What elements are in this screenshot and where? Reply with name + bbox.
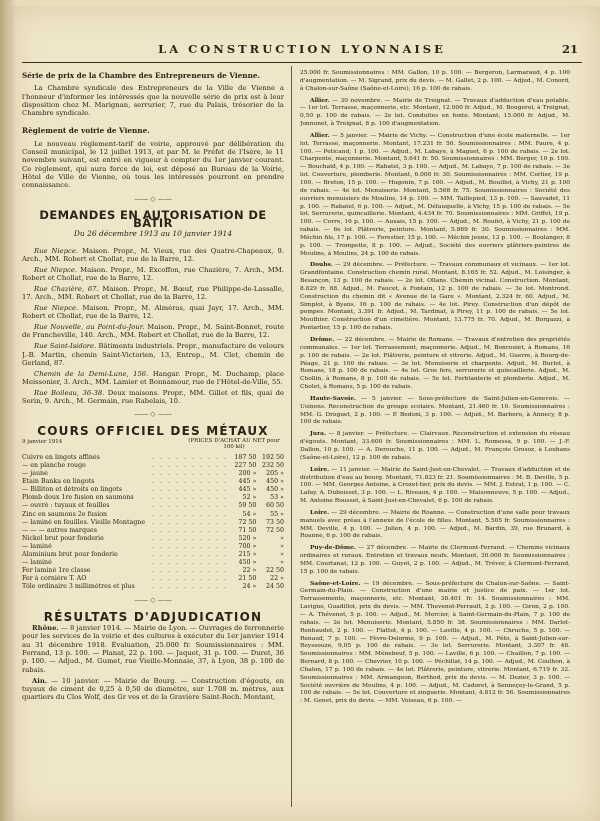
metal-price-min: 21 50 [238, 575, 257, 583]
metal-row [22, 462, 284, 470]
metal-row [22, 502, 284, 510]
leader-dots: . . . . . . . . . . [151, 453, 228, 461]
entry-text: Maison. Propr., M. Vieux, rue des Quatre-Chapeaux, 9. Arch., MM. Robert et Chollat, rue de la Barre, 12. [22, 246, 284, 264]
entry-text: Maison. Propr., M. Alméras, quai Jayr, 17. Arch., MM. Robert et Chollat, rue de la Barre, 12. [22, 304, 284, 321]
entry-street: Rue Chazière, 67. [34, 284, 99, 293]
adjudication-entry [300, 261, 570, 333]
journal-title: LA CONSTRUCTION LYONNAISE [158, 42, 446, 56]
metal-price-min: 24 » [242, 583, 257, 591]
section-ornament: —— ◇ —— [134, 410, 172, 419]
entry-department: Allier. [310, 131, 330, 139]
metal-row [22, 575, 284, 583]
metal-row [22, 519, 284, 527]
autorisation-entry [22, 342, 284, 367]
right-column-entries [300, 70, 570, 706]
entry-street: Rue Niepce. [34, 304, 79, 313]
metal-price-max: 60 50 [265, 502, 284, 510]
metal-price-min: 71 50 [238, 526, 257, 534]
metal-price-max: 22 50 [265, 567, 284, 575]
autorisation-entry [22, 323, 284, 340]
entry-text: Hangar. Propr., M. Duchamp, place Meissonier, 3. Arch., MM. Lamier et Bonnamour, rue de l'Hôtel-de-Ville, 55. [22, 369, 284, 386]
header-rule [22, 62, 582, 63]
autorisation-entry [22, 266, 284, 283]
entry-department: Haute-Savoie. [310, 394, 357, 402]
page-number: 21 [561, 42, 578, 56]
metal-price-min: 52 » [242, 494, 257, 502]
entry-street: Rue Niepce. [34, 246, 79, 255]
metal-price-max: 53 » [270, 494, 284, 502]
entry-department: Saône-et-Loire. [310, 579, 361, 587]
metal-price-max: 232 50 [261, 461, 284, 469]
reglement-paragraph: Le nouveau règlement-tarif de voirie, approuvé par délibération du Conseil municipal, le 12 juillet 1913, et par M. le Préfet de l'Isère, le 11 novembre suivant, est entré en vigueur à compter du 1er janvier courant. Ce règlement, qui aura force de loi, est déposé au Bureau de la Voirie, Hôtel de Ville de Vienne, où tous les intéressés pourront en prendre connaissance. [22, 139, 284, 190]
metal-label: Cuivre en lingots affinés [22, 453, 100, 461]
metal-price-max: 55 » [270, 510, 284, 518]
metal-label: — jaune [22, 470, 48, 478]
entry-text: — 27 décembre. — Mairie de Clermont-Ferrand. — Chemins vicinaux ordinaires et ruraux. Entretien et travaux neufs. Montant, 30.000 fr. Soumissionnaires : MM. Courtanat, 12 p. 100. — Guyot, 2 p. 100. — Adjud., M. Tréver, à Clermont-Ferrand, 15 p. 100 de rabais. [300, 545, 570, 575]
metal-price-max: 22 » [270, 575, 284, 583]
metal-price-max: 73 50 [265, 518, 284, 526]
adjudication-entry [300, 395, 570, 427]
adjudication-entry [300, 509, 570, 541]
entry-department: Jura. [310, 430, 327, 438]
column-divider [291, 66, 292, 807]
metal-price-min: 445 » [238, 478, 257, 486]
leader-dots: . . . . . . . . . . [151, 567, 228, 575]
metal-row [22, 583, 284, 591]
adjudication-entry: 25.000 fr. Soumissionnaires : MM. Gallon, 10 p. 100. — Bergeron, Larmaraud, 4 p. 100 d'augmentation. — M. Sigrand, prix du devis. — M. Gallet, 2 p. 100. — Adjud., M. Conord, à Chalon-sur-Saône (Saône-et-Loire), 16 p. 100 de rabais. [300, 70, 570, 92]
entry-department: Doubs. [310, 261, 333, 269]
autorisation-entry [22, 285, 284, 302]
adjudication-entry [300, 97, 570, 129]
entry-text: Maison. Propr., M. Saint-Bonnet, route de Francheville, 140. Arch., MM. Robert et Chollat, rue de la Barre, 12. [22, 323, 284, 340]
entry-text: — 11 janvier. — Mairie de Saint-Just-en-Chevalet. — Travaux d'adduction et de distribution d'eau au bourg. Montant, 71.823 fr. 21. Soumissionnaires : M. B. Deville, 5 p. 100. — MM. Georges Antoine, à Crozet-tier, prix du devis. — MM. J. Estrat, 1 p. 100. — C. Lafay. A. Duboisset, 3 p. 100. — L. Riveaux, 4 p. 100. — Maisonneuve, 5 p. 100. — Adjud., M. Antoine Rousset, à Saint-Just-en-Chevalet, 6 p. 100 de rabais. [300, 466, 570, 505]
leader-dots: . . . . . . . . . . [151, 518, 228, 526]
section-ornament: —— ◇ —— [134, 194, 172, 203]
adjudication-entry [300, 336, 570, 392]
metaux-title: COURS OFFICIEL DES MÉTAUX [37, 423, 269, 438]
entry-street: Rue Boileau, 36-38. [34, 388, 105, 397]
metaux-price-header: (PRICES D'ACHAT AU NET pour 100 kil) [188, 437, 280, 450]
entry-department: Ain. [32, 676, 48, 685]
metal-label: Tôle ordinaire 3 millimètres et plus [22, 583, 135, 591]
entry-text: — 30 novembre. — Mairie de Treignat. — Travaux d'adduction d'eau potable. — 1er lot. Terrasse, maçonnerie, etc. Montant, 12.000 fr. Adjud., M. Bougerol, à Treignat, 0,50 p. 100 de rabais. — 2e lot. Conduites en fonte. Montant, 15.000 fr. Adjud., M. Jonnunet, à Treignat, 8 p. 100 d'augmentation. [300, 97, 570, 128]
metal-price-max: 24 50 [265, 583, 284, 591]
metal-price-max: » [280, 542, 284, 550]
entry-department: Loire. [310, 465, 330, 473]
adjudication-list [22, 624, 284, 702]
autorisation-title: DEMANDES EN AUTORISATION DE BATIR [39, 207, 267, 231]
leader-dots: . . . . . . . . . . [151, 534, 228, 542]
entry-text: — 8 janvier. — Préfecture. — Clairvaux. Reconstruction et extension du réseau d'égouts. Montant, 33.600 fr. Soumissionnaires : MM. L. Romessa, 9 p. 100. — J.-F. Dallon, 10 p. 100. — A. Derouche, 11 p. 100. — Adjud., M. François Grosoz, à Louhans (Saône-et-Loire), 12 p. 100 de rabais. [300, 431, 570, 461]
metal-label: Aluminium brut pour fonderie [22, 551, 118, 559]
metal-row [22, 535, 284, 543]
metal-price-min: 187 50 [234, 453, 257, 461]
binding-shadow [0, 0, 16, 821]
entry-text: Maison. Propr., M. Excoffon, rue Chazière, 7. Arch., MM. Robert et Chollat, rue de la Barre, 12. [22, 265, 284, 283]
leader-dots: . . . . . . . . . . [151, 486, 228, 494]
metal-row [22, 511, 284, 519]
leader-dots: . . . . . . . . . . [151, 494, 228, 502]
metal-price-min: 54 » [242, 510, 257, 518]
entry-department: Allier. [310, 96, 330, 104]
metal-label: — laminé en feuilles. Vieille Montagne [22, 518, 146, 526]
leader-dots: . . . . . . . . . . [151, 542, 228, 550]
leader-dots: . . . . . . . . . . [151, 575, 228, 583]
serie-heading: Série de prix de la Chambre des Entrepreneurs de Vienne. [22, 71, 261, 80]
metal-label: Etain Banka en lingots [22, 478, 95, 486]
entry-department: Rhône. [32, 624, 59, 633]
metal-row [22, 551, 284, 559]
adjudication-entry [300, 430, 570, 462]
metal-price-min: 59 50 [238, 502, 257, 510]
entry-street: Chemin de la Demi-Lune, 156. [34, 369, 149, 378]
left-column [22, 70, 284, 811]
entry-text: — 5 janvier. — Sous-préfecture de Saint-Julien-en-Genevois. — Usinens. Reconstruction du groupe scolaire. Montant, 21.460 fr. 10. Soumissionnaires : MM. G. Droguet, 2 p. 100. — P. Bedoni, 3 p. 100. — Adjud., M. Barbero, à Annecy, 8 p. 100 de rabais. [300, 395, 570, 426]
metal-price-min: 520 » [238, 534, 257, 542]
entry-text: Deux maisons. Propr., MM. Gillet et fils, quai de Serin, 9. Arch., M. Germain, rue Rabelais, 10. [22, 388, 284, 405]
leader-dots: . . . . . . . . . . [151, 502, 228, 510]
adjudication-title: RÉSULTATS D'ADJUDICATION [43, 609, 263, 624]
leader-dots: . . . . . . . . . . [151, 559, 228, 567]
metal-price-max: 205 » [266, 470, 284, 478]
entry-text: — 22 décembre. — Mairie de Romans. — Travaux d'entretien des propriétés communales. — 1er lot. Terrassement, maçonnerie. Adjud., M. Bonrouiet, à Romans, 16 p. 100 de rabais. — 2e lot. Plâtrerie, peinture et vitrerie. Adjud., M. Guerre, à Bourg-de-Péage, 21 p. 100 de rabais. — 3e lot. Menuiserie et charpente. Adjud., M. Burlet, à Romans, 18 p. 100 de rabais. — 4e lot. Gros fers, serrurerie et quincaillerie. Adjud., M. Chollin, à Romans, 8 p. 100 de rabais. — 5e lot. Ferblanterie et plomberie. Adjud., M. Cholet, à Romans, 5 p. 100 de rabais. [300, 337, 570, 391]
autorisation-entry [22, 389, 284, 406]
leader-dots: . . . . . . . . . . [151, 470, 228, 478]
autorisation-entry [22, 304, 284, 321]
metal-label: Fer laminé 1re classe [22, 567, 91, 575]
metal-price-max: 72 50 [265, 526, 284, 534]
leader-dots: . . . . . . . . . . [151, 583, 228, 591]
metal-row [22, 478, 284, 486]
metal-label: Plomb doux 1re fusion en saumons [22, 494, 134, 502]
entry-street: Rue Niepce. [34, 265, 78, 274]
metal-label: Fer à cornière T. AO [22, 575, 87, 583]
autorisation-dateline: Du 26 décembre 1913 au 10 janvier 1914 [73, 229, 233, 239]
leader-dots: . . . . . . . . . . [151, 478, 228, 486]
entry-text: — 5 janvier. — Mairie de Vichy. — Construction d'une école maternelle. — 1er lot. Terrasse, maçonnerie. Montant, 17.231 fr. 50. Soumissionnaires : MM. Faure, 4 p. 100. — Peticand, 1 p. 100. — Adjud., M. Labaye, à Maguet, 6 p. 100 de rabais. — 2e lot. Charpente, maçonnerie. Montant, 5.641 fr. 50. Soumissionnaires : MM. Berger, 10 p. 100. — Bouchaïd, 4 p. 100. — Rabatel, 3 p. 100. — Adjud., M. Labaye, 7 p. 100 de rabais. — 3e lot. Couverture, plomberie. Montant, 6.000 fr. 30. Soumissionnaires : MM. Cerlier, 19 p. 100. — Breton, 15 p. 100. — Hugonin, 7 p. 100. — Adjud., M. Bouillot, à Vichy, 21 p. 100 de rabais. — 4e lot. Menuiserie. Montant, 5.568 fr. 75. Soumissionnaires : Société des ouvriers menuisiers de Moulins, 14 p. 100. — MM. Taillepied, 13 p. 100. — Sauvadet, 11 p. 100. — Rabatel, 6 p. 100. — Adjud., M. Défauquelle, à Vichy, 15 p. 100 de rabais. — 5e lot. Serrurerie, quincaillerie. Montant, 4.434 fr. 70. Soumissionnaires : MM. Griffet, 19 p. 100. — Corre, 16 p. 100. — Auxais, 15 p. 100. — Adjud., M. Roufet, à Vichy, 21 p. 100 de rabais. — 6e lot. Plâtrerie, peinture. Montant, 5.869 fr. 30. Soumissionnaires : MM. Méchin fils, 17 p. 100. — Forestier, 15 p. 100. — Méchin jeune, 13 p. 100. — Boulanger, 8 p. 100. — Trompette, 8 p. 100. — Adjud., Société des ouvriers plâtriers-peintres de Moulins, à Moulins, 24 p. 100 de rabais. [300, 132, 570, 257]
metal-price-max: 450 » [266, 478, 284, 486]
metal-row [22, 486, 284, 494]
entry-text: — 8 janvier 1914. — Mairie de Lyon. — Ouvrages de ferronnerie pour les services de la voirie et des cultures à exécuter du 1er janvier 1914 au 31 décembre 1918. Évaluation, 25.000 fr. Soumissionnaires : MM. Ferrand, 13 p. 100. — Planat, 22 p. 100. — Jaquet, 31 p. 100. — Duret, 36 p. 100. — Adjud., M. Gumet, rue Vieille-Monnaie, 37, à Lyon, 38 p. 100 de rabais. [22, 624, 284, 674]
autorisation-entry [22, 247, 284, 264]
metal-price-max: 192 50 [261, 453, 284, 461]
metal-label: Nickel brut pour fonderie [22, 534, 104, 542]
adjudication-entry [300, 466, 570, 506]
metal-row [22, 567, 284, 575]
entry-text: — 29 décembre. — Préfecture. — Travaux communaux et vicinaux. — 1er lot. Grandfontaine. Construction chemin rural. Montant, 8.165 fr. 52. Adjud., M. Loisinger, à Besançon, 13 p. 100 de rabais. — 2e lot. Ollans. Chemin vicinal. Construction. Montant, 8.829 fr. 88. Adjud., M. Faucet, à Fontain, 12 p. 100 de rabais. — 3e lot. Montrond. Construction du chemin dit « Avenue de la Gare ». Montant, 2.324 fr. 60. Adjud., M. Simplot, à Byans, 16 p. 100 de rabais. — 4e lot. Pirey. Construction d'un dépôt de pompes. Montant, 3.391 fr. Adjud., M. Tardinat, à Pirey, 11 p. 100 de rabais. — 5e lot. Mouthier. Construction d'un cimetière. Montant, 13.775 fr. 70. Adjud., M. Borgazzi, à Pontarlier, 15 p. 100 de rabais. [300, 262, 570, 332]
metal-price-min: 227 50 [234, 461, 257, 469]
entry-text: Bâtiments industriels. Propr., manufacture de velours J.-B. Martin, chemin Saint-Victorien, 13, Entrep., M. Clet, chemin de Gerland, 87. [22, 342, 284, 367]
entry-text: — 10 janvier. — Mairie de Bourg. — Construction d'égouts, en tuyaux de ciment de 0,25 à 0,50 de diamètre, sur 1.708 m. mètres, aux quartiers du Clos Wolf, des Gr ves et de la Gravière Saint-Roch. Montant, [22, 676, 284, 702]
adjudication-entry [300, 580, 570, 707]
metaux-table [22, 454, 284, 592]
metal-price-min: 700 » [238, 542, 257, 550]
leader-dots: . . . . . . . . . . [151, 461, 228, 469]
metal-row [22, 494, 284, 502]
metal-price-min: 215 » [238, 551, 257, 559]
entry-department: Puy-de-Dôme. [310, 544, 356, 552]
metal-label: — Billiton et détroits en lingots [22, 486, 122, 494]
metal-price-max: » [280, 559, 284, 567]
metal-price-min: 72 50 [238, 518, 257, 526]
metal-price-max: » [280, 534, 284, 542]
adjudication-entry [22, 624, 284, 674]
entry-street: Rue Saint-Isidore. [34, 342, 97, 351]
metal-label: — en planche rouge [22, 461, 86, 469]
entry-text: — 29 décembre. — Mairie de Roanne. — Construction d'une salle pour travaux manuels avec préau à l'annexe de l'école de filles. Montant, 5.505 fr. Soumissionnaires : MM. Deville, 4 p. 100. — Julien, 4 p. 100. — Adjud., M. Bardin, 39, rue Brunard, à Roanne, 6 p. 100 de rabais. [300, 509, 570, 540]
running-header [22, 42, 582, 58]
reglement-heading: Règlement de voirie de Vienne. [22, 126, 150, 136]
metal-row [22, 543, 284, 551]
adjudication-entry [22, 677, 284, 702]
metal-price-min: 450 » [238, 559, 257, 567]
metal-row [22, 559, 284, 567]
serie-paragraph: La Chambre syndicale des Entrepreneurs de la Ville de Vienne a l'honneur d'informer les intéressés que la nouvelle série de prix est à leur disposition chez M. Marignan, serrurier, 7, rue du Palais, trésorier de la Chambre syndicale. [22, 84, 284, 118]
metal-label: Zinc en saumons 2e fusion [22, 510, 108, 518]
leader-dots: . . . . . . . . . . [151, 510, 228, 518]
metal-price-min: 445 » [238, 486, 257, 494]
leader-dots: . . . . . . . . . . [151, 551, 228, 559]
entry-department: Loire. [310, 508, 330, 516]
metal-row [22, 454, 284, 462]
entry-street: Rue Nouvelle, au Point-du-Jour. [34, 323, 145, 332]
right-column [300, 70, 570, 811]
entry-department: Drôme. [310, 336, 335, 343]
leader-dots: . . . . . . . . . . [151, 526, 228, 534]
metal-label: — — — autres marques [22, 526, 97, 534]
autorisation-entry [22, 370, 284, 387]
metaux-date: 9 janvier 1914 [22, 438, 63, 445]
metal-price-min: 22 » [242, 567, 257, 575]
entry-text: — 19 décembre. — Sous-préfecture de Chalon-sur-Saône. — Saint-Germain-du-Plain. — Construction d'une mairie et justice de paix. — 1er lot. Terrassements, maçonnerie, etc. Montant, 38.401 fr. 14. Soumissionnaires : MM. Lavigne, Guadillot, prix du devis. — MM. Thevenot-Perrault, 2 p. 100. — Giron, 2 p. 100. — A. Thévenot, 5 p. 100. — Adjud., M. Mercier, à Saint-Germain-du-Plain, 7 p. 100 de rabais. — 2e lot. Menuiserie. Montant, 5.850 fr. 38. Soumissionnaires : MM. Darlot-Renbaudet, 2 p. 100. — Flattot, 4 p. 100. — Laville, 4 p. 100. — Chruche, 5 p. 100. — Renaud, 7 p. 100. — Fèvre-Delorme, 9 p. 100. — Adjud., M. Péto, à Saint-Julien-sur-Reyssouze, 9,05 p. 100 de rabais. — 3e lot. Serrurerie. Montant, 3.307 fr. 48. Soumissionnaires : MM. Ménebeuf, 5 p. 100. — Laville, 6 p. 100. — Chaillon, 7 p. 100. — Bernard, 8 p. 100. — Chevrier, 10 p. 100. — Péchillat, 14 p. 100. — Adjud., M. Coulhon, à Chalon, 17 p. 100 de rabais. — 4e lot. Plâtrerie, peinture, vitrerie. Montant, 6.719 fr. 32. Soumissionnaires : MM. Armangeon, Berthod, prix du devis. — M. Dezier, 3 p. 100. — Société ouvrière de Moulins, 4 p. 100. — Adjud., M. Cadoret, à Senneçey-le-Grand, 5 p. 100 de rabais. — 5e lot. Couverture et zinguerie. Montant, 4.812 fr. 56. Soumissionnaires : M. Genet, prix du devis. — MM. Voiseau, 6 p. 100. — [300, 580, 570, 705]
metal-row [22, 470, 284, 478]
metal-label: — laminé [22, 542, 52, 550]
autorisation-list [22, 247, 284, 406]
metal-price-max: » [280, 551, 284, 559]
metaux-header [22, 438, 284, 450]
metal-price-max: 450 » [266, 486, 284, 494]
metal-label: — ouvré : tuyaux et feuilles [22, 502, 110, 510]
adjudication-entry [300, 132, 570, 259]
section-ornament: —— ◇ —— [134, 596, 172, 605]
metal-price-min: 200 » [238, 470, 257, 478]
adjudication-entry [300, 544, 570, 576]
metal-row [22, 527, 284, 535]
metal-label: — laminé [22, 559, 52, 567]
entry-text: Maison. Propr., M. Bœuf, rue Philippe-de-Lassalle, 17. Arch., MM. Robert et Chollat, rue de la Barre, 12. [22, 284, 284, 302]
